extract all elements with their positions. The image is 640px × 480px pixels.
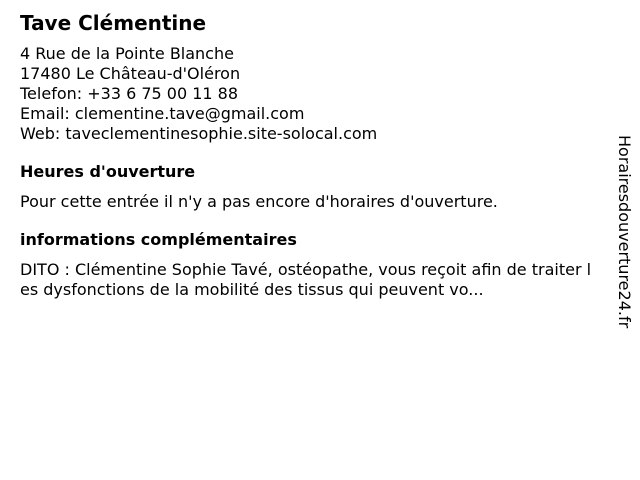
- listing-card: [20, 10, 595, 300]
- business-name: Tave Clémentine: [20, 11, 207, 35]
- hours-heading: Heures d'ouverture: [20, 162, 196, 181]
- address-street: 4 Rue de la Pointe Blanche: [20, 44, 234, 63]
- website-link[interactable]: Web: taveclementinesophie.site-solocal.com: [20, 124, 378, 143]
- hours-text: Pour cette entrée il n'y a pas encore d'horaires d'ouverture.: [20, 192, 498, 211]
- site-watermark: Horairesdouverture24.fr: [615, 135, 634, 329]
- contact-block: [20, 44, 595, 144]
- phone-number[interactable]: Telefon: +33 6 75 00 11 88: [20, 84, 239, 103]
- info-text: DITO : Clémentine Sophie Tavé, ostéopathe, vous reçoit afin de traiter les dysfonctions de la mobilité des tissus qui peuvent vo...: [20, 260, 592, 299]
- email-address[interactable]: Email: clementine.tave@gmail.com: [20, 104, 305, 123]
- address-city: 17480 Le Château-d'Oléron: [20, 64, 241, 83]
- info-heading: informations complémentaires: [20, 230, 297, 249]
